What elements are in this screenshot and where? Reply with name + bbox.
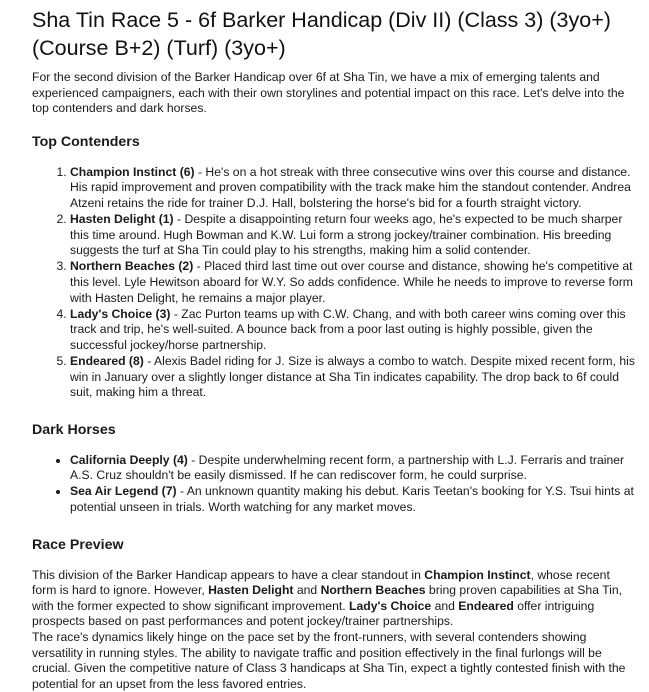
horse-name: Champion Instinct	[424, 567, 531, 582]
list-item	[70, 259, 635, 306]
horse-name: Lady's Choice	[349, 598, 432, 613]
text-run: offer intriguing prospects based on past performances and potent jockey/trainer partnerships.	[32, 598, 595, 629]
text-run: and	[293, 583, 321, 598]
horse-name: Endeared (8)	[70, 353, 144, 368]
list-item	[70, 307, 635, 354]
text-run: This division of the Barker Handicap appears to have a clear standout in	[32, 567, 425, 582]
list-item	[70, 354, 635, 401]
horse-description: - An unknown quantity making his debut. Karis Teetan's booking for Y.S. Tsui hints at potential unseen in trials. Worth watching for any market moves.	[70, 484, 634, 514]
horse-description: - He's on a hot streak with three consecutive wins over this course and distance. His rapid improvement and proven compatibility with the track make him the standout contender. Andrea Atzeni retains the ride for trainer D.J. Hall, bolstering the horse's bid for a fourth straight victory.	[70, 164, 631, 210]
race-preview-paragraph-1	[32, 568, 635, 630]
horse-name: Champion Instinct (6)	[70, 164, 195, 179]
intro-paragraph: For the second division of the Barker Handicap over 6f at Sha Tin, we have a mix of emerging talents and experienced campaigners, each with their own storylines and potential impact on this race. Let's delve into the top contenders and dark horses.	[32, 70, 625, 116]
horse-name: Hasten Delight	[208, 583, 294, 598]
page-title: Sha Tin Race 5 - 6f Barker Handicap (Div II) (Class 3) (3yo+) (Course B+2) (Turf) (3yo+)	[32, 8, 611, 60]
top-contenders-list	[32, 165, 635, 401]
text-run: , whose recent form is hard to ignore. However,	[32, 567, 610, 598]
horse-description: - Zac Purton teams up with C.W. Chang, and with both career wins coming over this track and trip, he's well-suited. A bounce back from a poor last outing is highly possible, given the successful jockey/horse partnership.	[70, 306, 626, 352]
horse-description: - Despite underwhelming recent form, a partnership with L.J. Ferraris and trainer A.S. Cruz shouldn't be easily dismissed. If he can rediscover form, he could surprise.	[70, 452, 625, 483]
race-preview-heading: Race Preview	[32, 536, 124, 553]
list-item	[70, 165, 635, 212]
horse-name: Northern Beaches	[320, 583, 426, 598]
race-preview-paragraph-2: The race's dynamics likely hinge on the pace set by the front-runners, with several contenders showing versatility in running styles. The ability to navigate traffic and position effectively in the final furlongs will be crucial. Given the competitive nature of Class 3 handicaps at Sha Tin, expect a tightly contested finish with the potential for an upset from the less favored entries.	[32, 629, 626, 691]
horse-name: Sea Air Legend (7)	[70, 484, 177, 499]
dark-horses-list	[32, 453, 635, 516]
text-run: and	[431, 598, 459, 613]
text-run: bring proven capabilities at Sha Tin, with the former expected to show significant improvement.	[32, 583, 623, 613]
horse-description: - Despite a disappointing return four weeks ago, he's expected to be much sharper this time around. Hugh Bowman and K.W. Lui form a strong jockey/trainer combination. His breeding suggests the turf at Sha Tin could play to his strengths, making him a solid contender.	[70, 212, 623, 258]
horse-name: Northern Beaches (2)	[70, 259, 194, 274]
list-item	[70, 453, 635, 484]
horse-description: - Alexis Badel riding for J. Size is always a combo to watch. Despite mixed recent form, his win in January over a slightly longer distance at Sha Tin indicates capability. The drop back to 6f could suit, making him a threat.	[70, 353, 635, 400]
top-contenders-heading: Top Contenders	[32, 133, 140, 150]
horse-name: Hasten Delight (1)	[70, 212, 174, 227]
list-item	[70, 212, 635, 259]
horse-name: Endeared	[458, 598, 514, 613]
horse-name: California Deeply (4)	[70, 452, 188, 467]
horse-description: - Placed third last time out over course and distance, showing he's competitive at this level. Lyle Hewitson aboard for W.Y. So adds confidence. While he needs to improve to reverse form with Hasten Delight, he remains a major player.	[70, 259, 633, 305]
list-item	[70, 484, 635, 515]
race-preview-section	[32, 536, 635, 692]
horse-name: Lady's Choice (3)	[70, 306, 171, 321]
dark-horses-heading: Dark Horses	[32, 421, 116, 438]
